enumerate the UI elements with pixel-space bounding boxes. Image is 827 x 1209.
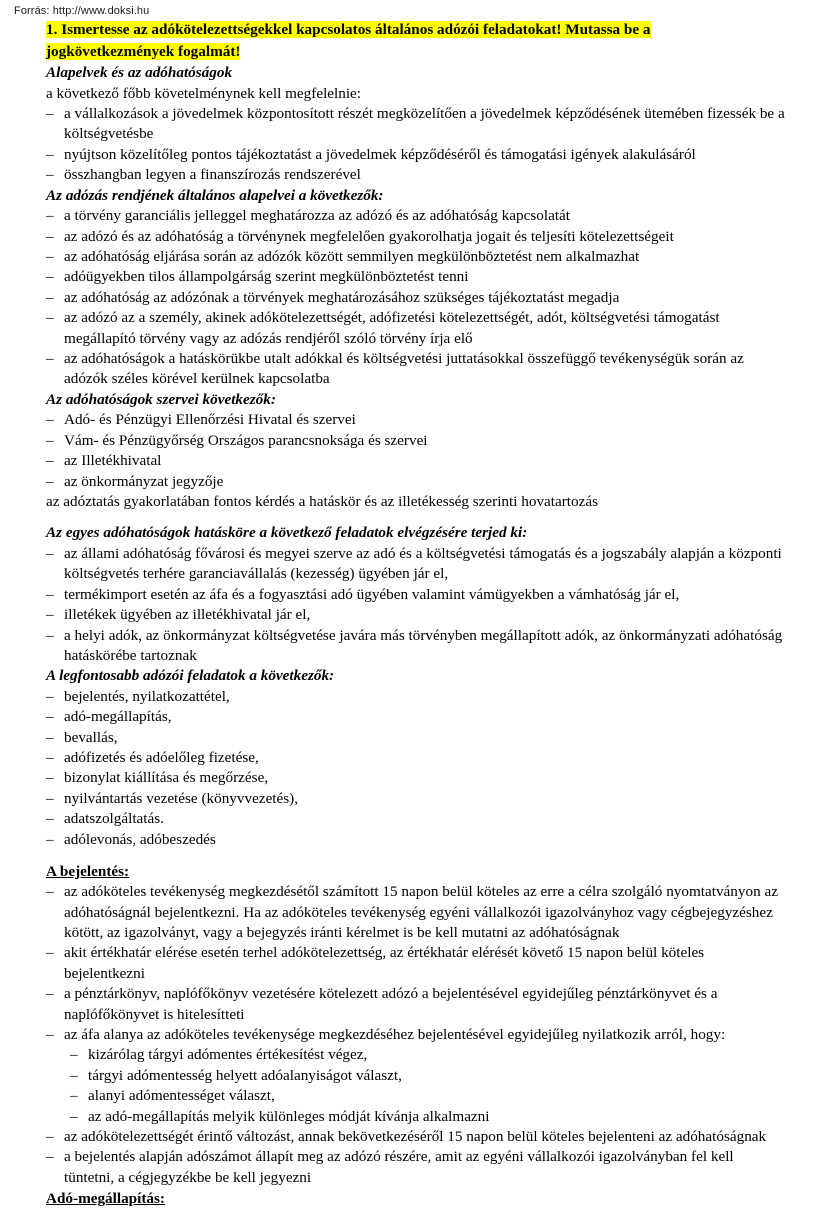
list-item: – nyilvántartás vezetése (könyvvezetés),: [0, 789, 827, 809]
section-spacer: [0, 512, 827, 523]
list-alapelvek: [0, 104, 827, 186]
list-item: – a vállalkozások a jövedelmek központosított részét megközelítően a jövedelmek képződésének ütemében fizessék be a költségvetésbe: [0, 104, 827, 145]
section-spacer: [0, 850, 827, 861]
list-item: – a helyi adók, az önkormányzat költségvetése javára más törvényben megállapított adók, az önkormányzati adóhatóság hatáskörébe tartoznak: [0, 626, 827, 667]
list-item: – bevallás,: [0, 728, 827, 748]
list-item: – illetékek ügyében az illetékhivatal jár el,: [0, 605, 827, 625]
list-item: – adatszolgáltatás.: [0, 809, 827, 829]
page-title: [0, 19, 827, 62]
title-highlight-line1: 1. Ismertesse az adókötelezettségekkel kapcsolatos általános adózói feladatokat! Mutassa be a: [46, 21, 651, 38]
list-legfontosabb-feladatok: [0, 687, 827, 850]
list-item: – termékimport esetén az áfa és a fogyasztási adó ügyében valamint vámügyekben a vámhatóság jár el,: [0, 585, 827, 605]
list-item: – összhangban legyen a finanszírozás rendszerével: [0, 165, 827, 185]
list-item: – az adókötelezettségét érintő változást, annak bekövetkezéséről 15 napon belül köteles bejelenteni az adóhatóságnak: [0, 1127, 827, 1147]
list-item: – az adóhatóság eljárása során az adózók között semmilyen megkülönböztetést nem alkalmazhat: [0, 247, 827, 267]
list-item: – az adóhatóság az adózónak a törvények meghatározásához szükséges tájékoztatást megadja: [0, 288, 827, 308]
title-highlight-line2: jogkövetkezmények fogalmát!: [46, 42, 241, 60]
heading-alapelvek: Alapelvek és az adóhatóságok: [46, 64, 233, 81]
sublist-item: – kizárólag tárgyi adómentes értékesítést végez,: [0, 1045, 785, 1065]
list-item: – akit értékhatár elérése esetén terhel adókötelezettség, az értékhatár elérését követő 15 napon belül köteles bejelentkezni: [0, 943, 827, 984]
sublist-item: – alanyi adómentességet választ,: [0, 1086, 785, 1106]
list-item: – bizonylat kiállítása és megőrzése,: [0, 768, 827, 788]
list-item: – a törvény garanciális jelleggel meghatározza az adózó és az adóhatóság kapcsolatát: [0, 206, 827, 226]
list-item: – adó-megállapítás,: [0, 707, 827, 727]
list-item: [0, 1025, 827, 1127]
list-adozas-rendje: [0, 206, 827, 390]
list-item: – nyújtson közelítőleg pontos tájékoztatást a jövedelmek képződéséről és támogatási igények alakulásáról: [0, 145, 827, 165]
heading-ado-megallapitas-text: Adó-megállapítás:: [46, 1190, 165, 1208]
list-item: – az adóköteles tevékenység megkezdésétől számított 15 napon belül köteles az erre a célra szolgáló nyomtatványon az adóhatóságnál bejelentkezni. Ha az adóköteles tevékenység egyéni vállalkozói igazolványhoz vagy cégbejegyzéshez kötött, az igazolványt, vagy a bejegyzés iránti kérelmet is be kell mutatni az adóhatóságnak: [0, 882, 827, 943]
paragraph-alapelvek-intro: a következő főbb követelménynek kell megfelelnie:: [46, 84, 362, 102]
list-item: – az önkormányzat jegyzője: [0, 472, 827, 492]
heading-legfontosabb-feladatok: A legfontosabb adózói feladatok a következők:: [46, 667, 335, 685]
list-item: – adólevonás, adóbeszedés: [0, 830, 827, 850]
list-item-text: az áfa alanya az adóköteles tevékenysége megkezdéséhez bejelentésével egyidejűleg nyilatkozik arról, hogy:: [64, 1025, 726, 1043]
list-item: – az állami adóhatóság fővárosi és megyei szerve az adó és a költségvetési támogatás és a jogszabály alapján a központi költségvetés terhére garanciavállalás (kezesség) ügyében jár el,: [0, 544, 827, 585]
list-item: – az adózó az a személy, akinek adókötelezettségét, adófizetési kötelezettségét, adót, költségvetési támogatást megállapító törvény vagy az adózás rendjéről szóló törvény írja elő: [0, 308, 827, 349]
list-bejelentes: [0, 882, 827, 1188]
list-item: – a pénztárkönyv, naplófőkönyv vezetésére kötelezett adózó a bejelentésével egyidejűleg pénztárkönyvet és a naplófőkönyvet is hitelesítteti: [0, 984, 827, 1025]
heading-adohatosagok-szervei: Az adóhatóságok szervei következők:: [46, 390, 276, 408]
list-item: – Vám- és Pénzügyőrség Országos parancsnoksága és szervei: [0, 431, 827, 451]
heading-bejelentes-text: A bejelentés:: [46, 863, 130, 881]
sublist-item: – az adó-megállapítás melyik különleges módját kívánja alkalmazni: [0, 1107, 785, 1127]
source-url-header: Forrás: http://www.doksi.hu: [14, 5, 150, 17]
list-item: – az Illetékhivatal: [0, 451, 827, 471]
sublist-item: – tárgyi adómentesség helyett adóalanyiságot választ,: [0, 1066, 785, 1086]
document-body: [0, 19, 827, 1209]
list-adohatosagok-szervei: [0, 410, 827, 492]
list-item: – a bejelentés alapján adószámot állapít meg az adózó részére, amit az egyéni vállalkozói igazolványban fel kell tüntetni, a cégjegyzékbe be kell jegyezni: [0, 1147, 827, 1188]
list-item: – az adózó és az adóhatóság a törvénynek megfelelően gyakorolhatja jogait és teljesíti kötelezettségeit: [0, 227, 827, 247]
heading-ado-megallapitas: [0, 1188, 827, 1209]
heading-bejelentes: [0, 861, 827, 882]
list-item: – adófizetés és adóelőleg fizetése,: [0, 748, 827, 768]
list-item: – az adóhatóságok a hatáskörükbe utalt adókkal és költségvetési juttatásokkal összefüggő tevékenységük során az adózók széles körével kerülnek kapcsolatba: [0, 349, 827, 390]
heading-hataskore: Az egyes adóhatóságok hatásköre a következő feladatok elvégzésére terjed ki:: [46, 524, 528, 542]
list-item: – Adó- és Pénzügyi Ellenőrzési Hivatal és szervei: [0, 410, 827, 430]
paragraph-szervei-note: az adóztatás gyakorlatában fontos kérdés a hatáskör és az illetékesség szerinti hovatartozás: [46, 492, 599, 510]
list-hataskore: [0, 544, 827, 666]
list-item: – bejelentés, nyilatkozattétel,: [0, 687, 827, 707]
heading-adozas-rendje: Az adózás rendjének általános alapelvei a következők:: [46, 186, 384, 204]
list-item: – adóügyekben tilos állampolgárság szerint megkülönböztetést tenni: [0, 267, 827, 287]
sublist-afa-nyilatkozat: [0, 1045, 785, 1127]
